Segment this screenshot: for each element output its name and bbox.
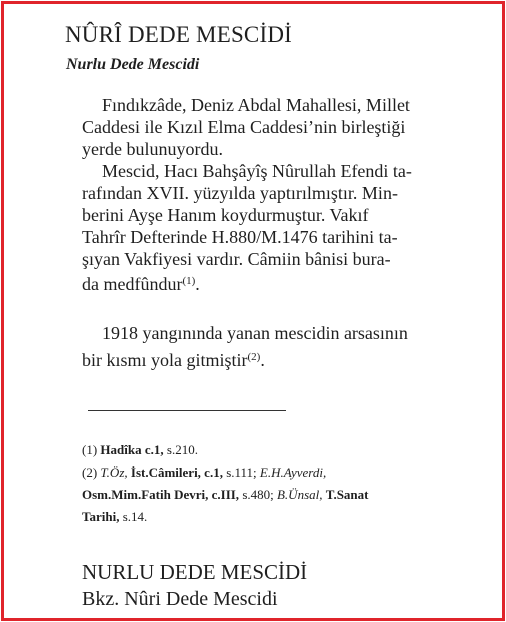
entry-subtitle: Nurlu Dede Mescidi <box>66 56 200 73</box>
footnote-page: s.14. <box>119 509 148 524</box>
body-line: Caddesi ile Kızıl Elma Caddesi’nin birleştiği <box>82 117 406 137</box>
footnote-source: T.Sanat <box>325 487 369 502</box>
footnote-source: Osm.Mim.Fatih Devri, c.III, <box>82 487 240 502</box>
body-line: yerde bulunuyordu. <box>82 139 223 159</box>
body-line: şıyan Vakfiyesi vardır. Câmiin bânisi bura- <box>82 249 391 269</box>
footnote-page: s.480; <box>239 487 274 502</box>
footnote-ref: (1) <box>182 275 196 287</box>
body-line: rafından XVII. yüzyılda yaptırılmıştır. Min- <box>82 183 398 203</box>
body-line: Mescid, Hacı Bahşâyîş Nûrullah Efendi ta- <box>102 161 412 181</box>
body-line-end: . <box>260 350 265 370</box>
footnote-separator <box>88 410 286 411</box>
body-line: Fındıkzâde, Deniz Abdal Mahallesi, Millet <box>102 95 410 115</box>
body-line <box>82 270 200 295</box>
body-line <box>82 346 265 371</box>
footnote-2-cont <box>82 485 368 505</box>
footnote-2 <box>82 463 326 483</box>
footnote-number: (2) <box>82 465 98 480</box>
footnote-author: E.H.Ayverdi, <box>259 465 327 480</box>
entry-title: NÛRÎ DEDE MESCİDİ <box>65 22 292 47</box>
footnote-number: (1) <box>82 442 98 457</box>
footnote-ref: (2) <box>247 351 261 363</box>
footnote-author: B.Ünsal, <box>276 487 323 502</box>
body-line-text: da medfûndur <box>82 274 183 294</box>
footnote-page: s.111; <box>222 465 257 480</box>
body-line: 1918 yangınında yanan mescidin arsasının <box>102 323 408 343</box>
footnote-source: İst.Câmileri, c.1, <box>130 465 223 480</box>
next-entry-title: NURLU DEDE MESCİDİ <box>82 560 308 584</box>
footnote-source: Hadîka c.1, <box>100 442 164 457</box>
footnote-1 <box>82 440 198 460</box>
footnote-page: s.210. <box>163 442 198 457</box>
footnote-source: Tarihi, <box>82 509 120 524</box>
footnote-2-cont <box>82 507 147 527</box>
body-line-text: bir kısmı yola gitmiştir <box>82 350 248 370</box>
body-line: berini Ayşe Hanım koydurmuştur. Vakıf <box>82 205 369 225</box>
see-reference: Bkz. Nûri Dede Mescidi <box>82 588 278 610</box>
body-line: Tahrîr Defterinde H.880/M.1476 tarihini ta- <box>82 227 398 247</box>
body-line-end: . <box>195 274 200 294</box>
footnote-author: T.Öz, <box>100 465 128 480</box>
